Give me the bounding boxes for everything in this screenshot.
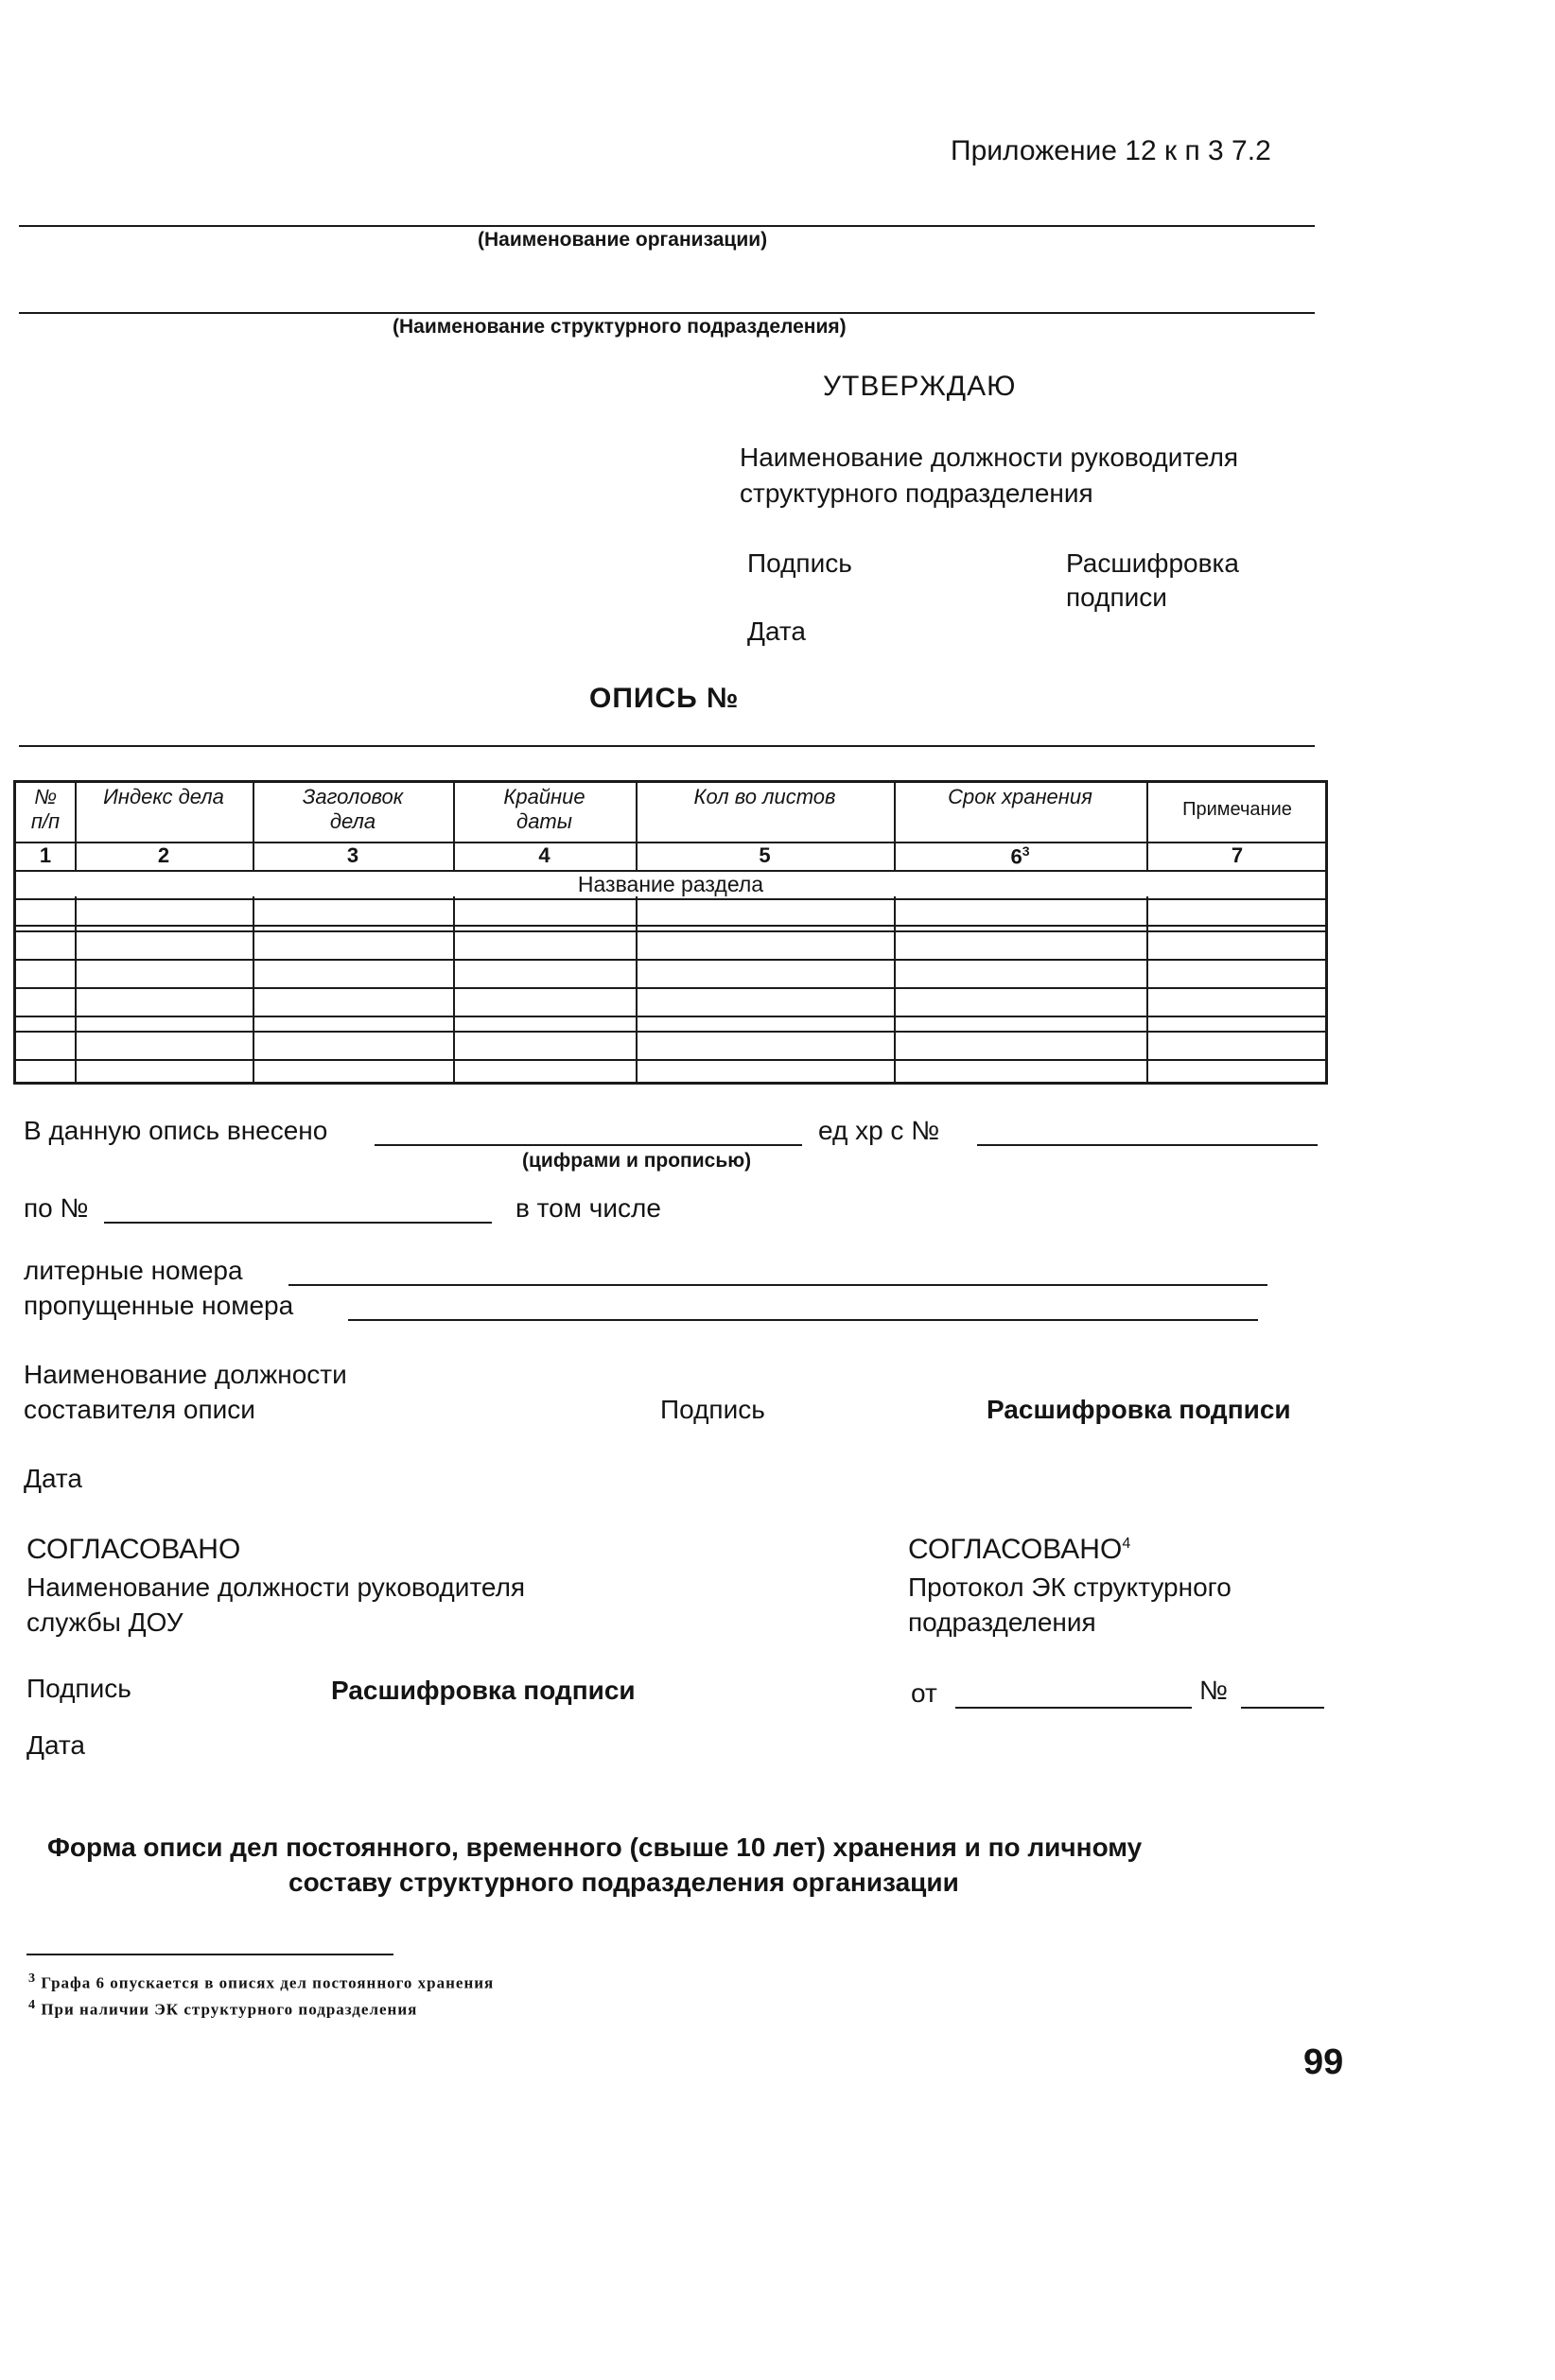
protocol-date-field[interactable] <box>955 1707 1192 1709</box>
protocol-number-field[interactable] <box>1241 1707 1324 1709</box>
column-number: 2 <box>157 843 170 867</box>
included-label: В данную опись внесено <box>24 1116 328 1145</box>
units-label: ед хр с № <box>818 1116 940 1145</box>
page-number: 99 <box>1303 2042 1344 2082</box>
header-cell-sheets: Кол во листов <box>693 785 836 808</box>
footnote-3: $^3$ Графа 6 опускается в описях дел постоянного хранения <box>28 1971 495 1992</box>
structural-unit-caption: (Наименование структурного подразделения) <box>393 316 847 338</box>
agreed-left-date-label: Дата <box>26 1730 86 1760</box>
column-number: $6^3$ <box>1010 843 1030 869</box>
column-number: 7 <box>1231 843 1244 867</box>
letter-numbers-field[interactable] <box>288 1284 1267 1286</box>
footnote-mark: 4 <box>1122 1536 1131 1552</box>
approve-signature-label: Подпись <box>747 548 852 578</box>
column-number: 3 <box>346 843 359 867</box>
header-cell-title: Заголовок дела <box>302 785 404 833</box>
from-number-field[interactable] <box>977 1144 1318 1146</box>
section-name-row: Название раздела <box>577 872 764 896</box>
to-number-label: по № <box>24 1193 89 1223</box>
approve-date-label: Дата <box>747 617 807 646</box>
included-caption: (цифрами и прописью) <box>522 1150 752 1172</box>
inventory-table <box>13 780 1328 1085</box>
compiler-position-line2: составителя описи <box>24 1395 255 1424</box>
structural-unit-line <box>19 312 1315 314</box>
agreed-right-title: СОГЛАСОВАНО$^4$ <box>908 1534 1131 1565</box>
agreed-left-title: СОГЛАСОВАНО <box>26 1534 241 1565</box>
approve-position-line2: структурного подразделения <box>740 478 1093 508</box>
organization-caption: (Наименование организации) <box>478 229 768 251</box>
agreed-right-from-label: от <box>911 1678 937 1708</box>
to-number-field[interactable] <box>104 1222 492 1224</box>
header-cell-dates: Крайние даты <box>503 785 585 833</box>
column-number: 1 <box>39 843 52 867</box>
column-number: 4 <box>538 843 550 867</box>
included-count-field[interactable] <box>375 1144 802 1146</box>
header-cell-notes: Примечание <box>1182 799 1292 820</box>
footnote-4: $^4$ При наличии ЭК структурного подразделения <box>28 1997 418 2019</box>
agreed-left-line2: службы ДОУ <box>26 1607 183 1637</box>
letter-numbers-label: литерные номера <box>24 1256 243 1285</box>
inventory-title: ОПИСЬ № <box>589 683 740 714</box>
compiler-signature-label: Подпись <box>660 1395 765 1424</box>
missed-numbers-label: пропущенные номера <box>24 1291 294 1320</box>
inventory-title-line <box>19 745 1315 747</box>
footnote-separator <box>26 1954 393 1955</box>
approve-position-line1: Наименование должности руководителя <box>740 443 1239 472</box>
compiler-position-line1: Наименование должности <box>24 1360 347 1389</box>
organization-name-line <box>19 225 1315 227</box>
missed-numbers-field[interactable] <box>348 1319 1258 1321</box>
approve-decode-line2: подписи <box>1066 582 1167 612</box>
agreed-right-number-label: № <box>1199 1676 1229 1705</box>
agreed-left-line1: Наименование должности руководителя <box>26 1572 526 1602</box>
agreed-right-line2: подразделения <box>908 1607 1096 1637</box>
header-cell-index: Индекс дела <box>103 785 224 808</box>
agreed-left-decode-label: Расшифровка подписи <box>331 1676 636 1705</box>
footnote-mark: 3 <box>1022 843 1030 859</box>
header-cell-number: № п/п <box>30 785 61 833</box>
compiler-date-label: Дата <box>24 1464 83 1493</box>
compiler-decode-label: Расшифровка подписи <box>987 1395 1291 1424</box>
form-caption-line2: составу структурного подразделения организации <box>288 1868 959 1897</box>
approve-title: УТВЕРЖДАЮ <box>823 371 1017 402</box>
form-caption-line1: Форма описи дел постоянного, временного (свыше 10 лет) хранения и по личному <box>47 1833 1143 1862</box>
agreed-left-signature-label: Подпись <box>26 1674 131 1703</box>
column-number: 5 <box>759 843 771 867</box>
header-cell-storage-period: Срок хранения <box>948 785 1092 808</box>
appendix-reference: Приложение 12 к п 3 7.2 <box>951 135 1271 166</box>
agreed-right-line1: Протокол ЭК структурного <box>908 1572 1232 1602</box>
approve-decode-line1: Расшифровка <box>1066 548 1239 578</box>
including-label: в том числе <box>515 1193 661 1223</box>
